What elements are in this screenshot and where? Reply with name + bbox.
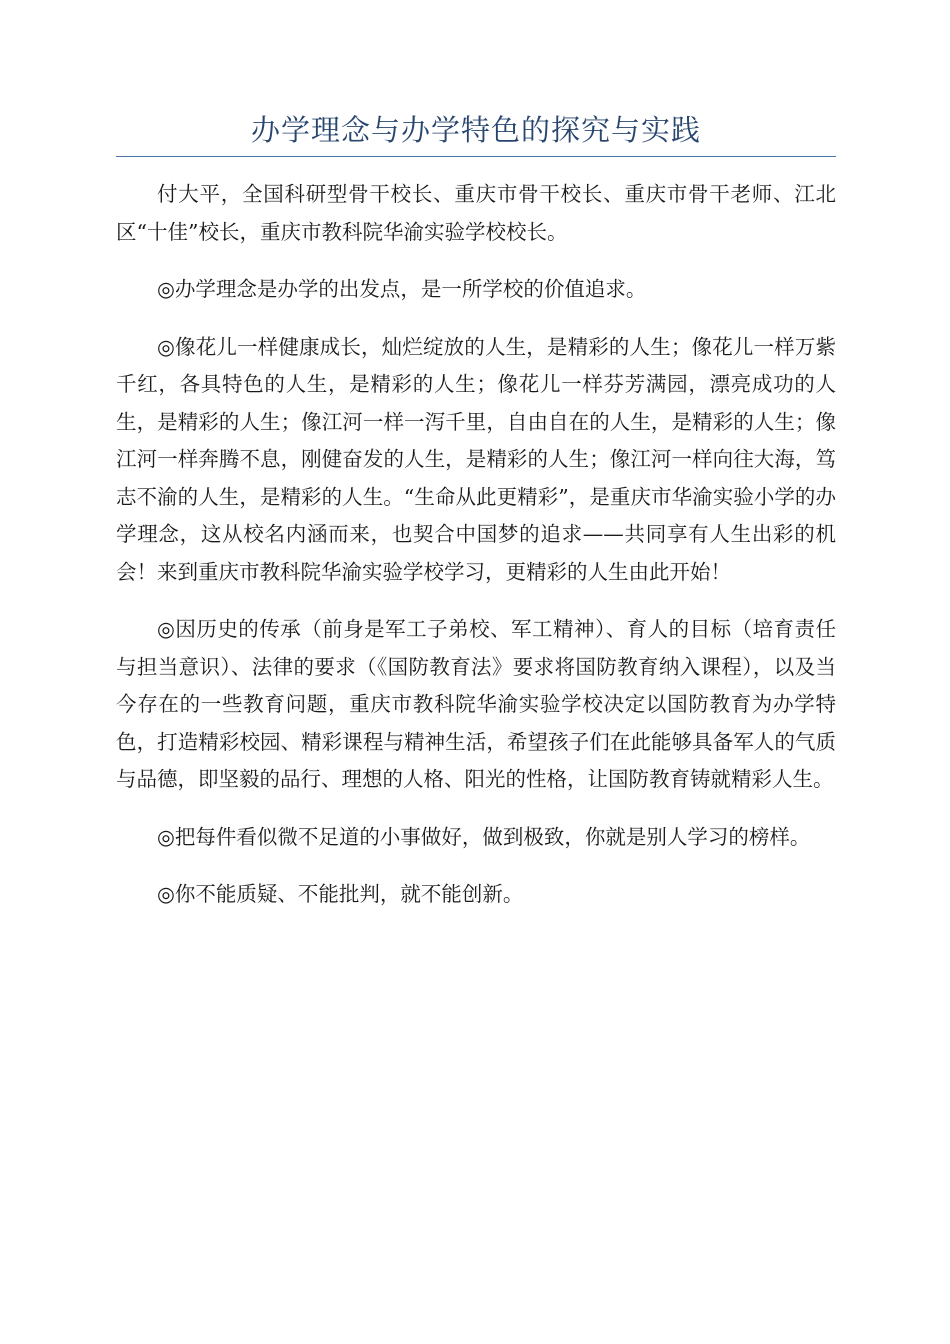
paragraph-small-things: ◎把每件看似微不足道的小事做好，做到极致，你就是别人学习的榜样。 [157,824,811,849]
paragraph-school-feature: ◎因历史的传承（前身是军工子弟校、军工精神）、育人的目标（培育责任与担当意识）、法律的要求（《国防教育法》要求将国防教育纳入课程），以及当今存在的一些教育问题，重庆市教科院华渝实验学校决定以国防教育为办学特色，打造精彩校园、精彩课程与精神生活，希望孩子们在此能够具备军人的气质与品德，即坚毅的品行、理想的人格、阳光的性格，让国防教育铸就精彩人生。 [116,617,836,791]
document-body [116,176,836,934]
paragraph-philosophy-detail: ◎像花儿一样健康成长，灿烂绽放的人生，是精彩的人生；像花儿一样万紫千红，各具特色的人生，是精彩的人生；像花儿一样芬芳满园，漂亮成功的人生，是精彩的人生；像江河一样一泻千里，自由自在的人生，是精彩的人生；像江河一样奔腾不息，刚健奋发的人生，是精彩的人生；像江河一样向往大海，笃志不渝的人生，是精彩的人生。“生命从此更精彩”，是重庆市华渝实验小学的办学理念，这从校名内涵而来，也契合中国梦的追求——共同享有人生出彩的机会！来到重庆市教科院华渝实验学校学习，更精彩的人生由此开始！ [116,334,836,584]
document-title: 办学理念与办学特色的探究与实践 [250,113,701,147]
paragraph-philosophy-intro: ◎办学理念是办学的出发点，是一所学校的价值追求。 [157,277,647,301]
paragraph-author-bio: 付大平，全国科研型骨干校长、重庆市骨干校长、重庆市骨干老师、江北区“十佳”校长，重庆市教科院华渝实验学校校长。 [116,182,836,244]
paragraph-innovation: ◎你不能质疑、不能批判，就不能创新。 [157,882,524,906]
title-block [116,108,836,157]
